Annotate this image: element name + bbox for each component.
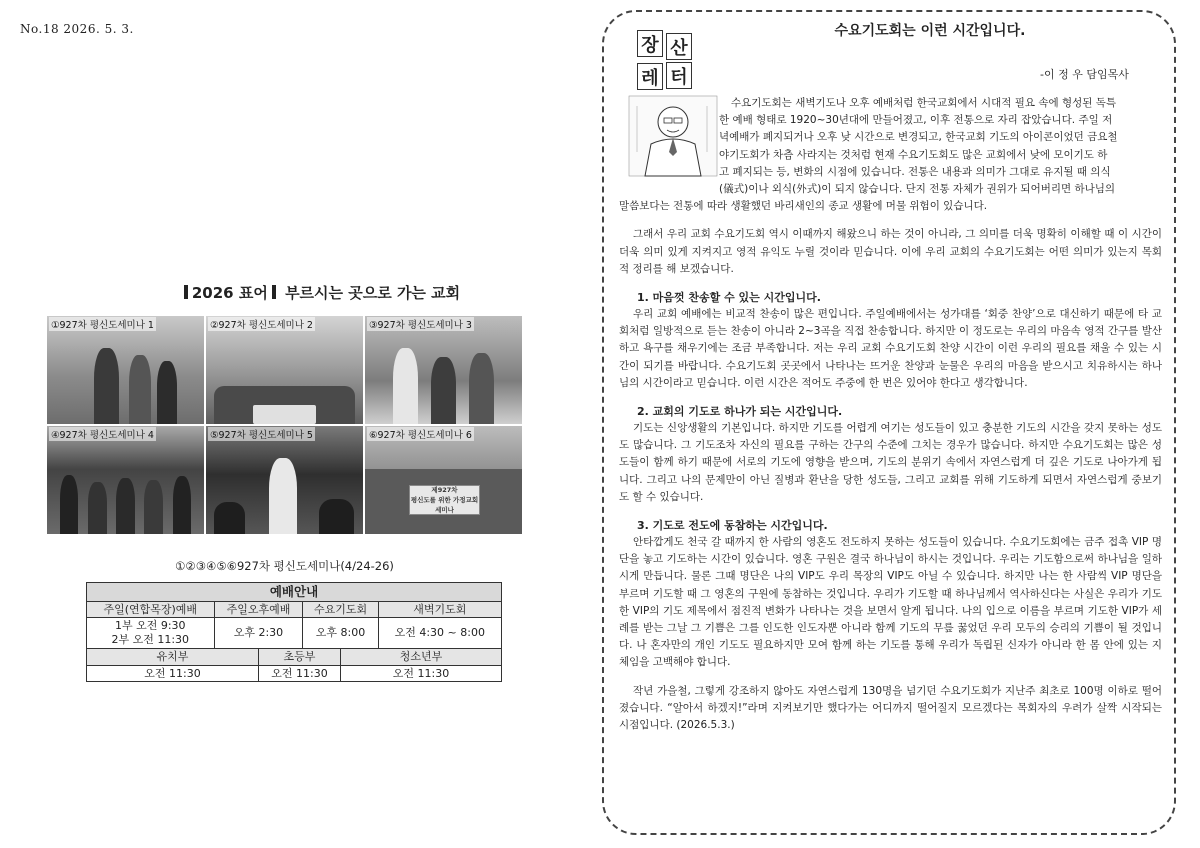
worship-table	[86, 582, 502, 682]
worship-time: 오후 2:30	[214, 618, 303, 649]
photo-figure	[60, 475, 79, 534]
dept-header: 청소년부	[341, 648, 502, 665]
text-line: 수요기도회는 새벽기도나 오후 예배처럼 한국교회에서 시대적 필요 속에 형성된 독특	[731, 97, 1117, 109]
paragraph: 안타깝게도 천국 갈 때까지 한 사람의 영혼도 전도하지 못하는 성도들이 있습니다. 수요기도회에는 금주 접촉 VIP 명단을 놓고 기도하는 시간이 있습니다. 영혼 구원은 결국 하나님이 하시는 것입니다. 우리는 기도함으로써 하나님을 일하시게 만듭니다. 물론 그때 명단은 나의 VIP도 우리 목장의 VIP도 아닐 수 있습니다. 하지만 나는 한 사람씩 VIP 명단을 부르며 기도할 때 그 영혼의 구원에 동참하는 것입니다. 우리가 기도할 때 하나님께서 역사하신다는 사실은 우리가 기도한 VIP의 기도 제목에서 점진적 변화가 나타나는 것을 보면서 알게 됩니다. 나의 입으로 이름을 부르며 기도한 VIP가 세례를 받는 그날 그 기쁨은 그를 인도한 인도자뿐 아니라 함께 기도의 무릎 꿇었던 우리 모두의 승리의 기쁨이 될 것입니다. 나 혼자만의 개인 기도도 필요하지만 모여 함께 하는 기도를 통해 우리가 독립된 신자가 아니라 한 몸 안에 있는 지체임을 고백해야 합니다.	[619, 536, 1162, 669]
paragraph: 기도는 신앙생활의 기본입니다. 하지만 기도를 어렵게 여기는 성도들이 있고 충분한 기도의 시간을 갖지 못하는 성도도 많습니다. 그 기도조차 자신의 필요를 구하는 간구의 수준에 그치는 경우가 많습니다. 하지만 수요기도회는 많은 성도들이 함께 하기 때문에 서로의 기도에 영향을 받으며, 기도의 분위기 속에서 자연스럽게 더 깊은 기도로 나아가게 됩니다. 그리고 나의 문제만이 아닌 질병과 환난을 당한 성도들, 그리고 교회를 위해 기도하게 되면서 자연스럽게 중보기도 할 수 있습니다.	[619, 422, 1162, 503]
photo-caption: ④927차 평신도세미나 4	[49, 427, 156, 441]
photo-figure	[393, 348, 418, 424]
photo-seminar-3	[365, 316, 522, 424]
worship-header: 새벽기도회	[378, 601, 501, 618]
worship-header: 주일(연합목장)예배	[87, 601, 215, 618]
letter-body	[619, 95, 1162, 734]
text-line: 야기도회가 차츰 사라지는 것처럼 현재 수요기도회도 많은 교회에서 낮에 모이기도 하	[719, 148, 1108, 161]
photo-figure	[129, 355, 151, 424]
dept-header: 유치부	[87, 648, 259, 665]
section-title: 1. 마음껏 찬송할 수 있는 시간입니다.	[637, 291, 821, 305]
worship-time: 오후 8:00	[303, 618, 378, 649]
photo-figure	[94, 348, 119, 424]
text-line: 고 폐지되는 등, 변화의 시점에 있습니다. 전통은 내용과 의미가 그대로 유지될 때 의식	[719, 165, 1111, 178]
photo-caption: ⑥927차 평신도세미나 6	[367, 427, 474, 441]
photo-seminar-5	[206, 426, 363, 534]
paragraph: 우리 교회 예배에는 비교적 찬송이 많은 편입니다. 주일예배에서는 성가대를 ‘회중 찬양’으로 대신하기 때문에 타 교회처럼 일방적으로 듣는 찬송이 아니라 2~3곡을 직접 찬송합니다. 하지만 이 정도로는 우리의 마음속 영적 간구를 발산하고 욕구를 채우기에는 조금 부족합니다. 저는 우리 교회 수요기도회 찬양 시간이 이런 우리의 필요를 채울 수 있는 시간이 되기를 바랍니다. 수요기도회 곳곳에서 나타나는 뜨거운 찬양과 눈물은 우리의 마음을 받으시고 치유하시는 하나님의 시간이라고 믿습니다. 이런 시간은 적어도 주중에 한 번은 있어야 한다고 생각합니다.	[619, 308, 1162, 389]
photo-figure	[173, 476, 192, 534]
worship-title: 예배안내	[87, 583, 502, 602]
letter-badge: 산	[666, 33, 692, 60]
photo-figure	[116, 478, 135, 534]
photo-figure	[269, 458, 297, 534]
photo-caption: ②927차 평신도세미나 2	[208, 317, 315, 331]
text-line: 한 예배 형태로 1920~30년대에 만들어졌고, 이후 전통으로 자리 잡았습니다. 주일 저	[719, 114, 1113, 127]
letter-badge: 장	[637, 30, 663, 57]
letter-badge: 레	[637, 63, 663, 90]
paragraph: 그래서 우리 교회 수요기도회 역시 이때까지 해왔으니 하는 것이 아니라, 그 의미를 더욱 명확히 이해할 때 이 시간이 더욱 의미 있게 지켜지고 영적 유익도 누릴 것이라 믿습니다. 이에 우리 교회의 수요기도회는 어떤 의미가 있는지 목회적 정리를 해 보겠습니다.	[619, 228, 1162, 275]
motto-year: 2026 표어	[191, 284, 268, 302]
photo-figure	[144, 480, 163, 534]
photo-figure	[88, 482, 107, 534]
photo-figure	[319, 499, 354, 534]
motto-text: 부르시는 곳으로 가는 교회	[285, 284, 461, 302]
photo-banner	[409, 485, 480, 515]
dept-time: 오전 11:30	[258, 665, 340, 682]
dept-time: 오전 11:30	[87, 665, 259, 682]
banner-line: 제927차	[431, 486, 458, 495]
worship-time-line: 2부 오전 11:30	[111, 633, 190, 647]
motto-bar-left	[184, 285, 188, 299]
motto-bar-right	[272, 285, 276, 299]
issue-number: No.18 2026. 5. 3.	[20, 22, 134, 36]
photo-figure	[214, 502, 245, 534]
text-line: 녁예배가 폐지되거나 오후 낮 시간으로 변경되고, 한국교회 기도의 아이콘이었던 금요철	[719, 131, 1118, 144]
worship-time: 오전 4:30 ~ 8:00	[378, 618, 501, 649]
worship-header: 수요기도회	[303, 601, 378, 618]
photo-figure	[469, 353, 494, 424]
photo-caption: ①927차 평신도세미나 1	[49, 317, 156, 331]
photo-caption: ⑤927차 평신도세미나 5	[208, 427, 315, 441]
letter-intro	[719, 95, 1162, 198]
photo-seminar-2	[206, 316, 363, 424]
text-line: (儀式)이나 외식(外式)이 되지 않습니다. 단지 전통 자체가 권위가 되어버리면 하나님의	[719, 183, 1116, 196]
banner-line: 평신도를 위한 가정교회 세미나	[410, 496, 479, 514]
paragraph: 작년 가을철, 그렇게 강조하지 않아도 자연스럽게 130명을 넘기던 수요기도회가 지난주 최초로 100명 이하로 떨어졌습니다. “알아서 하겠지!”라며 지켜보기만 했다가는 어디까지 떨어질지 모르겠다는 목회자의 우려가 살짝 시작되는 시점입니다. (2026.5.3.)	[619, 684, 1162, 732]
photo-seminar-1	[47, 316, 204, 424]
motto-heading	[155, 282, 485, 303]
photo-figure	[157, 361, 177, 424]
letter-title: 수요기도회는 이런 시간입니다.	[834, 23, 1026, 39]
section-title: 2. 교회의 기도로 하나가 되는 시간입니다.	[637, 405, 843, 419]
letter-author: -이 정 우 담임목사	[1040, 68, 1129, 81]
worship-time	[87, 618, 215, 649]
photo-grid	[47, 316, 522, 534]
dept-time: 오전 11:30	[341, 665, 502, 682]
section-title: 3. 기도로 전도에 동참하는 시간입니다.	[637, 519, 828, 533]
letter-badge: 터	[666, 62, 692, 89]
photo-figure	[431, 357, 456, 424]
dept-header: 초등부	[258, 648, 340, 665]
photo-figure	[253, 405, 316, 424]
worship-time-line: 1부 오전 9:30	[114, 619, 186, 633]
photo-caption: ③927차 평신도세미나 3	[367, 317, 474, 331]
worship-header: 주일오후예배	[214, 601, 303, 618]
photo-seminar-6	[365, 426, 522, 534]
photo-seminar-4	[47, 426, 204, 534]
photo-caption-line: ①②③④⑤⑥927차 평신도세미나(4/24-26)	[175, 559, 394, 573]
text-line: 말씀보다는 전통에 따라 생활했던 바리새인의 종교 생활에 머물 위험이 있습니다.	[619, 200, 988, 213]
